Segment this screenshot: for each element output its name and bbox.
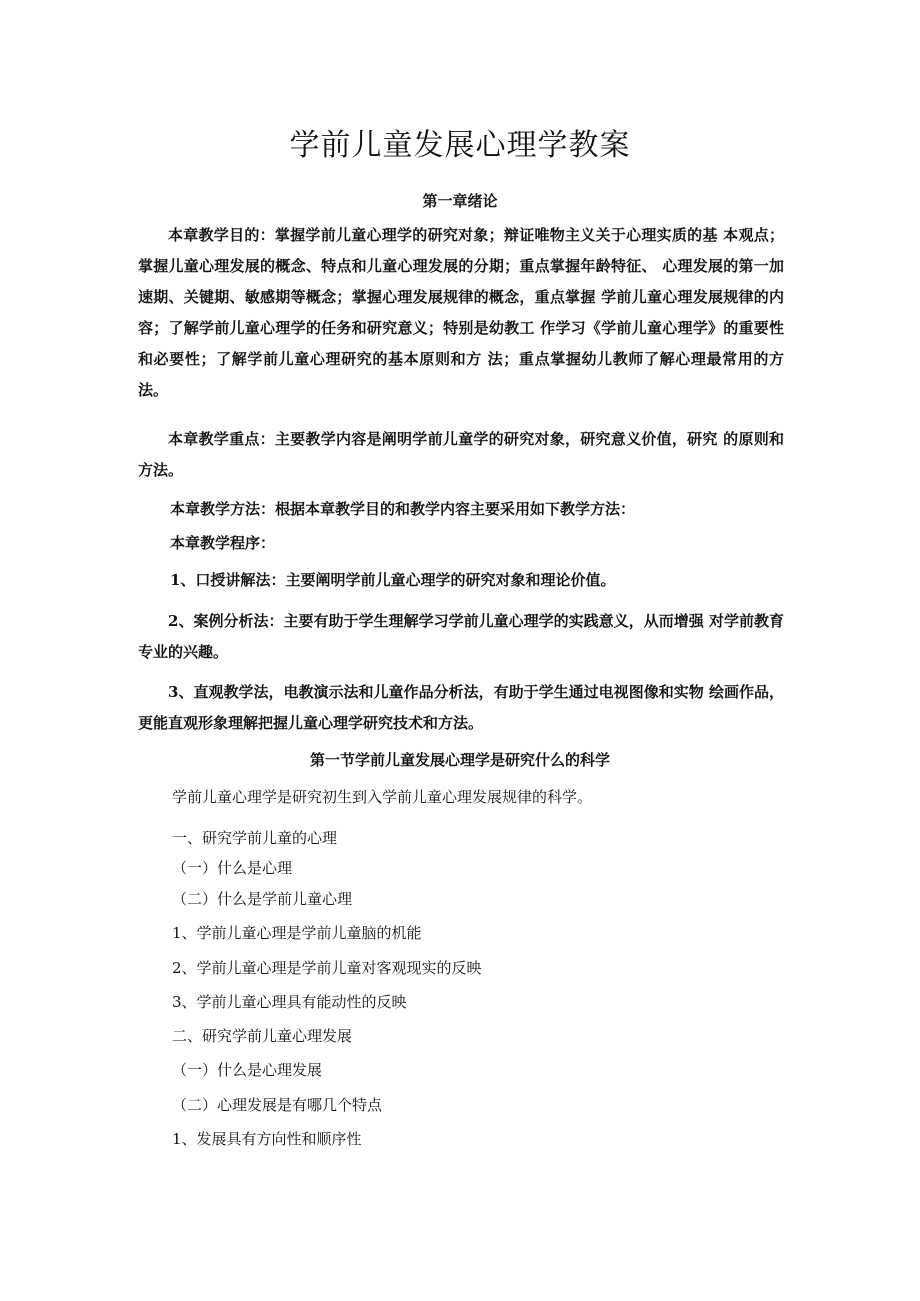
outline-item: （一）什么是心理	[172, 859, 293, 877]
teaching-procedure-paragraph: 本章教学程序：	[170, 534, 276, 552]
outline-item: 学前儿童心理学是研究初生到入学前儿童心理发展规律的科学。	[172, 788, 593, 806]
outline-item: （二）什么是学前儿童心理	[172, 890, 353, 908]
section-heading: 第一节学前儿童发展心理学是研究什么的科学	[309, 751, 610, 769]
outline-item: （二）心理发展是有哪几个特点	[172, 1096, 383, 1114]
chapter-heading: 第一章绪论	[422, 192, 498, 210]
outline-item: 1、学前儿童心理是学前儿童脑的机能	[172, 924, 422, 942]
document-title: 学前儿童发展心理学教案	[289, 128, 631, 163]
teaching-methods-paragraph: 本章教学方法：根据本章教学目的和教学内容主要采用如下教学方法：	[170, 500, 636, 518]
teaching-objectives-paragraph: 本章教学目的：掌握学前儿童心理学的研究对象；辩证唯物主义关于心理实质的基 本观点；掌握儿童心理发展的概念、特点和儿童心理发展的分期；重点掌握年龄特征、 心理发展的第一加速期、关键期、敏感期等概念；掌握心理发展规律的概念，重点掌握 学前儿童心理发展规律的内容；了解学前儿童心理学的任务和研究意义；特别是幼教工 作学习《学前儿童心理学》的重要性和必要性；了解学前儿童心理研究的基本原则和方 法；重点掌握幼儿教师了解心理最常用的方法。	[138, 226, 784, 399]
method-case-analysis-paragraph: 2、案例分析法：主要有助于学生理解学习学前儿童心理学的实践意义，从而增强 对学前教育专业的兴趣。	[138, 612, 784, 661]
outline-item: （一）什么是心理发展	[172, 1061, 323, 1079]
outline-item: 3、学前儿童心理具有能动性的反映	[172, 993, 407, 1011]
outline-item: 2、学前儿童心理是学前儿童对客观现实的反映	[172, 959, 482, 977]
teaching-focus-paragraph: 本章教学重点：主要教学内容是阐明学前儿童学的研究对象，研究意义价值，研究 的原则和方法。	[138, 430, 784, 479]
outline-item: 一、研究学前儿童的心理	[172, 829, 338, 847]
outline-item: 1、发展具有方向性和顺序性	[172, 1130, 362, 1148]
outline-item: 二、研究学前儿童心理发展	[172, 1027, 353, 1045]
method-lecture-paragraph: 1、口授讲解法：主要阐明学前儿童心理学的研究对象和理论价值。	[170, 571, 616, 589]
method-visual-teaching-paragraph: 3、直观教学法，电教演示法和儿童作品分析法，有助于学生通过电视图像和实物 绘画作品，更能直观形象理解把握儿童心理学研究技术和方法。	[138, 683, 784, 732]
